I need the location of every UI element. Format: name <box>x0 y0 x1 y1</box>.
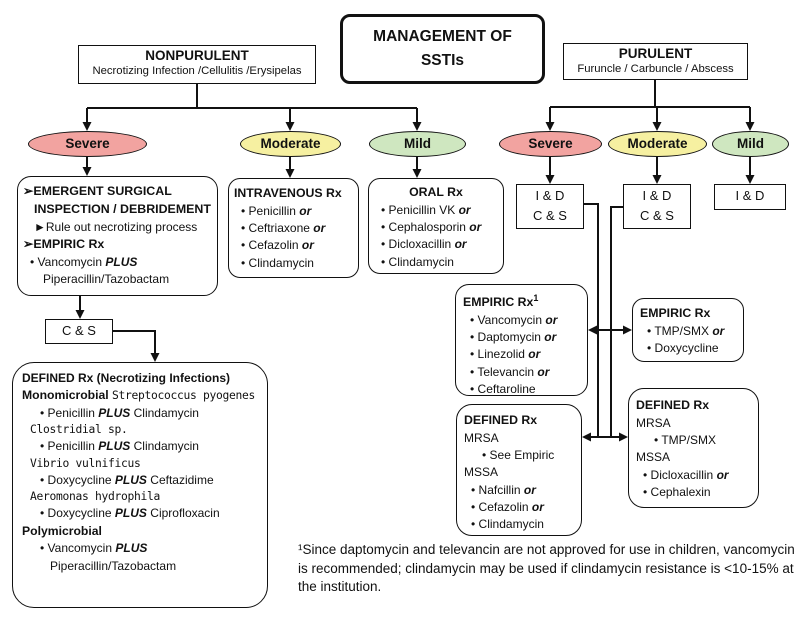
drug-item: • Ceftriaxone or <box>241 220 326 235</box>
organism-name: Clostridial sp. <box>30 423 128 437</box>
emergent-note: Rule out necrotizing process <box>45 219 198 234</box>
culture-sensitivity-box: C & S <box>45 319 113 344</box>
bullet-icon: • <box>40 405 45 420</box>
intravenous-rx-box <box>228 178 359 278</box>
drug-item: • Clindamycin <box>241 255 314 270</box>
defined-severe-title: DEFINED Rx <box>464 413 538 427</box>
purulent-subtitle: Furuncle / Carbuncle / Abscess <box>577 62 734 75</box>
severity-oval-nonpurulent-severe: Severe <box>28 131 147 157</box>
drug-item: • Vancomycin PLUS <box>30 254 138 269</box>
drug-item: • TMP/SMX or <box>647 323 725 338</box>
bullet-icon: • <box>654 432 659 447</box>
drug-item: • Dicloxacillin or <box>381 237 467 252</box>
arrow-right-icon <box>623 326 632 335</box>
drug-item: • TMP/SMX <box>654 432 716 447</box>
drug-item: • Doxycycline <box>647 340 719 355</box>
empiric-rx-purulent-severe-box <box>455 284 588 396</box>
arrow-down-icon <box>546 175 555 184</box>
bullet-icon: • <box>643 484 648 499</box>
mssa-label: MSSA <box>464 465 499 480</box>
arrow-down-icon <box>413 169 422 178</box>
bullet-icon: • <box>241 203 246 218</box>
footnote-marker: 1 <box>533 293 539 303</box>
organism-name: Vibrio vulnificus <box>30 456 141 470</box>
bullet-icon: • <box>381 237 386 252</box>
bullet-icon: • <box>643 467 648 482</box>
arrow-down-icon <box>83 167 92 176</box>
mrsa-label: MRSA <box>636 415 671 430</box>
nonpurulent-subtitle: Necrotizing Infection /Cellulitis /Erysipelas <box>92 64 302 77</box>
organism-group: Monomicrobial Streptococcus pyogenes <box>22 388 256 403</box>
empiric-rx-purulent-moderate-box <box>632 298 744 362</box>
severity-oval-nonpurulent-moderate: Moderate <box>240 131 341 157</box>
defined-necrotizing-title: DEFINED Rx (Necrotizing Infections) <box>22 371 231 385</box>
bullet-icon: • <box>470 312 475 327</box>
bullet-icon: • <box>241 220 246 235</box>
bullet-icon: • <box>470 330 475 345</box>
incision-drainage-culture-box-moderate: I & D C & S <box>623 184 691 229</box>
bullet-icon: • <box>40 472 45 487</box>
arrow-down-icon <box>286 122 295 131</box>
mssa-label: MSSA <box>636 450 671 465</box>
drug-item: • See Empiric <box>482 447 555 462</box>
drug-item: • Dicloxacillin or <box>643 467 729 482</box>
arrow-down-icon <box>746 175 755 184</box>
oral-title: ORAL Rx <box>409 185 463 199</box>
arrow-down-icon <box>653 122 662 131</box>
drug-item: • Televancin or <box>470 364 550 379</box>
bullet-icon: • <box>40 541 45 556</box>
drug-item: • Penicillin PLUS Clindamycin <box>40 439 199 454</box>
bullet-icon: • <box>40 506 45 521</box>
drug-item: • Penicillin PLUS Clindamycin <box>40 405 199 420</box>
empiric-severe-title: EMPIRIC Rx$^1$ <box>463 293 539 310</box>
severity-oval-purulent-moderate: Moderate <box>608 131 707 157</box>
page-title <box>340 14 545 84</box>
bullet-icon: • <box>471 517 476 532</box>
arrow-down-icon <box>286 169 295 178</box>
drug-item: • Clindamycin <box>381 254 454 269</box>
emergent-heading2: EMPIRIC Rx <box>33 236 105 251</box>
bullet-icon: • <box>30 254 35 269</box>
incision-drainage-box-mild: I & D <box>714 184 786 210</box>
bullet-icon: • <box>381 219 386 234</box>
bullet-icon: • <box>40 439 45 454</box>
drug-item: • Doxycycline PLUS Ciprofloxacin <box>40 506 220 521</box>
bullet-icon: • <box>470 347 475 362</box>
emergent-heading-line2: INSPECTION / DEBRIDEMENT <box>34 201 211 216</box>
arrow-down-icon <box>653 175 662 184</box>
drug-item: • Vancomycin PLUS <box>40 541 148 556</box>
bullet-icon: • <box>241 238 246 253</box>
defined-moderate-title: DEFINED Rx <box>636 398 710 412</box>
organism-name: Streptococcus pyogenes <box>112 389 256 403</box>
drug-item: • Clindamycin <box>471 517 544 532</box>
drug-item: • Penicillin or <box>241 203 312 218</box>
bullet-icon: • <box>241 255 246 270</box>
drug-item: • Cephalexin <box>643 484 711 499</box>
drug-item: • Cefazolin or <box>471 499 544 514</box>
empiric-moderate-title: EMPIRIC Rx <box>640 306 711 320</box>
drug-item: • Ceftaroline <box>470 381 536 396</box>
page-title-line1: MANAGEMENT OF <box>373 27 512 45</box>
drug-item: • Linezolid or <box>470 347 541 362</box>
emergent-heading-line1: EMERGENT SURGICAL <box>33 184 172 198</box>
mrsa-label: MRSA <box>464 430 499 445</box>
arrow-down-icon <box>746 122 755 131</box>
defined-rx-purulent-severe-box <box>456 404 582 536</box>
defined-rx-necrotizing-box <box>12 362 268 608</box>
bullet-icon: • <box>470 364 475 379</box>
purulent-header <box>563 43 748 80</box>
severity-oval-purulent-mild: Mild <box>712 131 789 157</box>
arrow-down-icon <box>413 122 422 131</box>
drug-item: • Penicillin VK or <box>381 202 471 217</box>
drug-item: • Vancomycin or <box>470 312 558 327</box>
bullet-icon: • <box>471 499 476 514</box>
drug-item: • Nafcillin or <box>471 482 536 497</box>
emergent-surgical-box <box>17 176 218 296</box>
organism-group-label: Polymicrobial <box>22 523 102 538</box>
chevron-bullet-icon: ➢ <box>23 184 34 198</box>
arrow-right-icon <box>619 433 628 442</box>
organism-name: Aeromonas hydrophila <box>30 490 161 504</box>
bullet-icon: • <box>470 381 475 396</box>
drug-item: • Cephalosporin or <box>381 219 482 234</box>
arrow-down-icon <box>83 122 92 131</box>
intravenous-title: INTRAVENOUS Rx <box>234 186 342 200</box>
footnote: ¹Since daptomycin and televancin are not approved for use in children, vancomycin is recommended; clindamycin may be used if clindamycin resistance is <10-15% at the institution. <box>298 542 795 595</box>
drug-item-continuation: Piperacillin/Tazobactam <box>43 272 170 287</box>
arrow-left-icon <box>588 326 597 335</box>
drug-item: • Doxycycline PLUS Ceftazidime <box>40 472 214 487</box>
nonpurulent-header <box>78 45 316 84</box>
arrow-down-icon <box>76 310 85 319</box>
bullet-icon: • <box>647 340 652 355</box>
drug-item: • Daptomycin or <box>470 330 557 345</box>
oral-rx-box <box>368 178 504 274</box>
page-title-line2: SSTIs <box>420 52 465 69</box>
bullet-icon: • <box>471 482 476 497</box>
defined-rx-purulent-moderate-box <box>628 388 759 508</box>
purulent-branch-line <box>550 80 750 124</box>
bullet-icon: • <box>381 202 386 217</box>
arrow-down-icon <box>546 122 555 131</box>
bullet-icon: • <box>647 323 652 338</box>
drug-item: • Cefazolin or <box>241 238 314 253</box>
severity-oval-nonpurulent-mild: Mild <box>369 131 466 157</box>
drug-item-continuation: Piperacillin/Tazobactam <box>50 558 177 573</box>
arrow-down-icon <box>151 353 160 362</box>
chevron-bullet-icon: ➢ <box>23 236 34 251</box>
arrow-left-icon <box>582 433 591 442</box>
incision-drainage-culture-box-severe: I & D C & S <box>516 184 584 229</box>
purulent-title: PURULENT <box>618 46 693 61</box>
idcs-moderate-down-line <box>611 207 623 437</box>
cs-to-defined-line <box>113 331 155 355</box>
nonpurulent-title: NONPURULENT <box>145 48 249 63</box>
severity-oval-purulent-severe: Severe <box>499 131 602 157</box>
pointer-bullet-icon: ► <box>34 219 46 234</box>
bullet-icon: • <box>482 447 487 462</box>
bullet-icon: • <box>381 254 386 269</box>
nonpurulent-branch-line <box>87 84 417 124</box>
